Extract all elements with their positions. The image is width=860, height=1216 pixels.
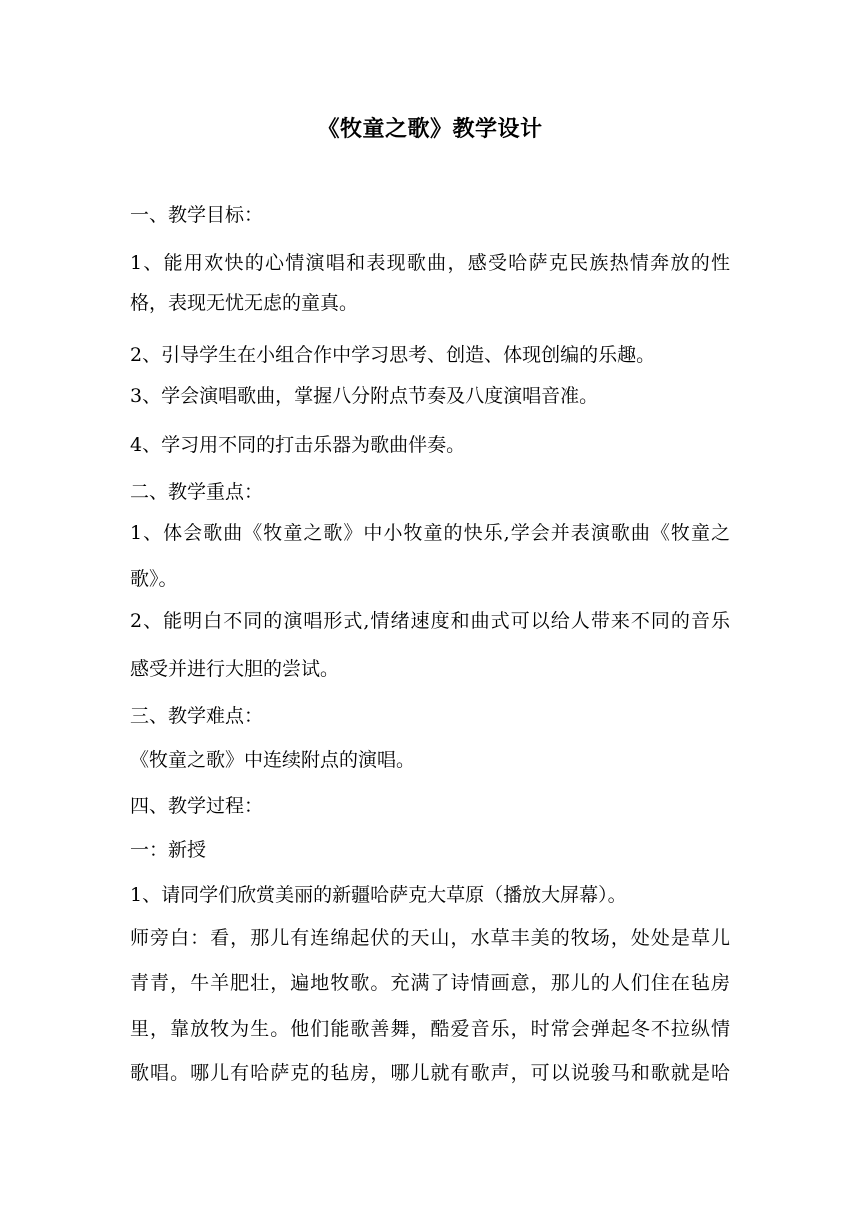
paragraph-line: 2、能明白不同的演唱形式,情绪速度和曲式可以给人带来不同的音乐 (130, 610, 730, 632)
paragraph-line: 《牧童之歌》中连续附点的演唱。 (130, 749, 416, 771)
heading-teaching-difficulty: 三、教学难点： (130, 705, 264, 727)
paragraph-line: 1、能用欢快的心情演唱和表现歌曲，感受哈萨克民族热情奔放的性 (130, 252, 730, 274)
paragraph-line: 4、学习用不同的打击乐器为歌曲伴奏。 (130, 434, 466, 456)
paragraph-line: 歌唱。哪儿有哈萨克的毡房，哪儿就有歌声，可以说骏马和歌就是哈 (130, 1062, 730, 1084)
heading-teaching-goals: 一、教学目标： (130, 204, 264, 226)
paragraph-line: 歌》。 (130, 568, 178, 590)
paragraph-line: 3、学会演唱歌曲，掌握八分附点节奏及八度演唱音准。 (130, 385, 599, 407)
heading-teaching-process: 四、教学过程： (130, 795, 264, 817)
paragraph-line: 感受并进行大胆的尝试。 (130, 658, 340, 680)
paragraph-line: 2、引导学生在小组合作中学习思考、创造、体现创编的乐趣。 (130, 344, 656, 366)
paragraph-line: 青青，牛羊肥壮，遍地牧歌。充满了诗情画意，那儿的人们住在毡房 (130, 972, 730, 994)
paragraph-line: 里，靠放牧为生。他们能歌善舞，酷爱音乐，时常会弹起冬不拉纵情 (130, 1018, 730, 1040)
paragraph-line: 1、请同学们欣赏美丽的新疆哈萨克大草原（播放大屏幕）。 (130, 884, 627, 906)
paragraph-line: 格，表现无忧无虑的童真。 (130, 292, 359, 314)
subheading-new-lesson: 一：新授 (130, 839, 207, 861)
paragraph-line: 师旁白：看，那儿有连绵起伏的天山，水草丰美的牧场，处处是草儿 (130, 927, 730, 949)
heading-teaching-focus: 二、教学重点： (130, 481, 264, 503)
paragraph-line: 1、体会歌曲《牧童之歌》中小牧童的快乐,学会并表演歌曲《牧童之 (130, 522, 730, 544)
document-title: 《牧童之歌》教学设计 (317, 116, 543, 142)
